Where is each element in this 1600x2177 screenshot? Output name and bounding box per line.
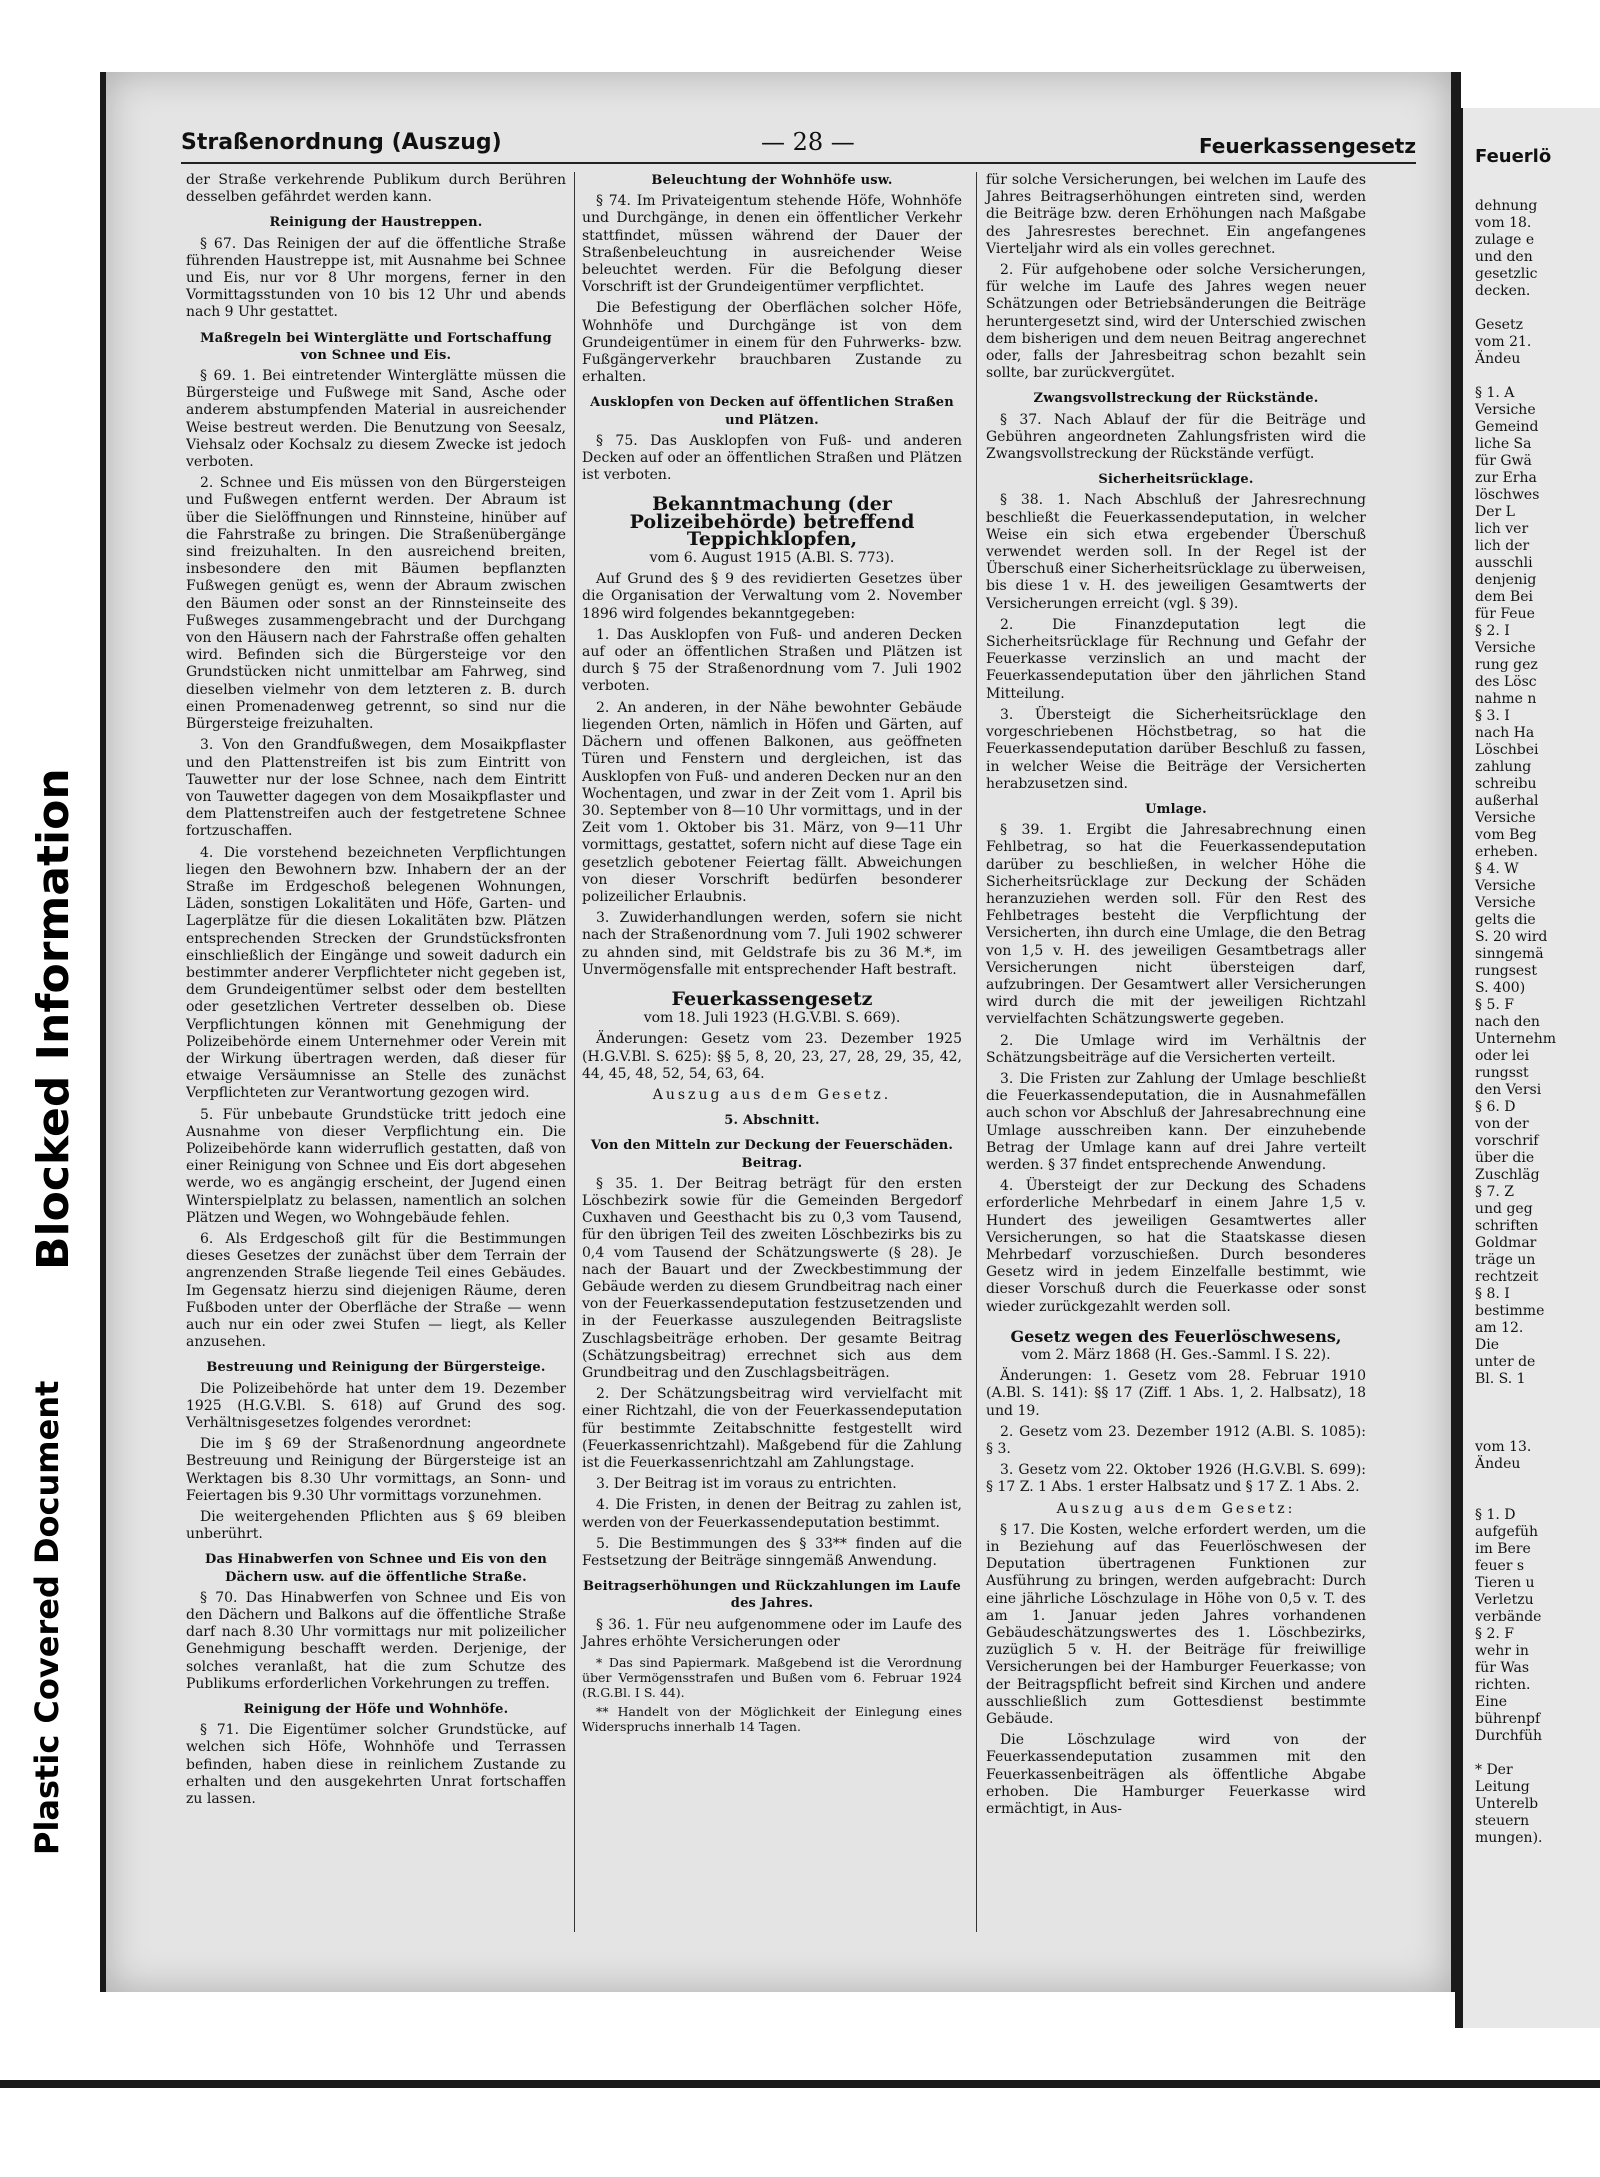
section-heading: Ausklopfen von Decken auf öffentlichen Straßen und Plätzen. [590,395,954,428]
paragraph: § 69. 1. Bei eintretender Winterglätte müssen die Bürgersteige und Fußwege mit Sand, Asche oder anderem abstumpfenden Material in ausreichender Weise bestreut werden. Die Benutzung von Seesalz, Viehsalz oder Kochsalz zu diesem Zwecke ist jedoch verboten. [186,368,566,471]
paragraph: § 37. Nach Ablauf der für die Beiträge und Gebühren angeordneten Zahlungsfristen wird die Zwangsvollstreckung der Rückstände verfügt. [986,411,1366,463]
amendments: 3. Gesetz vom 22. Oktober 1926 (H.G.V.Bl. S. 699): § 17 Z. 1 Abs. 1 erster Halbsatz und § 17 Z. 1 Abs. 2. [986,1462,1366,1496]
section-heading: Zwangsvollstreckung der Rückstände. [1033,391,1319,407]
paragraph: § 38. 1. Nach Abschluß der Jahresrechnung beschließt die Feuerkassendeputation, in welcher Weise ein sich etwa ergebender Überschuß verwendet werden soll. In der Regel ist der Überschuß einer Sicherheitsrücklage zu überweisen, bis diese 1 v. H. des jeweiligen Gesamtwerts der Versicherungen erreicht (vgl. § 39). [986,492,1366,612]
section-heading: Reinigung der Höfe und Wohnhöfe. [243,1702,509,1718]
section-heading: Umlage. [1145,801,1207,817]
paragraph: 5. Die Bestimmungen des § 33** finden auf die Festsetzung der Beiträge sinngemäß Anwendung. [582,1535,962,1570]
section-heading: 5. Abschnitt. [724,1113,820,1129]
paragraph: 3. Von den Grandfußwegen, dem Mosaikpflaster und den Plattenstreifen ist bis zum Eintritt von Tauwetter nur der lose Schnee, nach dem Eintritt von Tauwetter dagegen von dem Mosaikpflaster und dem Plattenstreifen auch der festgetretene Schnee fortzuschaffen. [186,737,566,840]
amendments: Änderungen: 1. Gesetz vom 28. Februar 1910 (A.Bl. S. 141): §§ 17 (Ziff. 1 Abs. 1, 2. Halbsatz), 18 und 19. [986,1368,1366,1419]
paragraph: Auf Grund des § 9 des revidierten Gesetzes über die Organisation der Verwaltung vom 2. November 1896 wird folgendes bekanntgegeben: [582,571,962,622]
section-heading: Beitragserhöhungen und Rückzahlungen im Laufe des Jahres. [582,1579,962,1612]
next-page-header: Feuerlö [1475,146,1552,167]
paragraph: § 39. 1. Ergibt die Jahresabrechnung einen Fehlbetrag, so hat die Feuerkassendeputation darüber zu beschließen, in welcher Höhe die Sicherheitsrücklage zur Deckung der Schäden heranzuziehen werden soll. Für den Rest des Fehlbetrages besteht die Verpflichtung der Versicherten, ihn durch eine Umlage, die den Betrag von 1,5 v. H. des jeweiligen Gesamtbetrags aller Versicherungen nicht übersteigen darf, aufzubringen. Der Gesamtwert aller Versicherungen wird durch die mit der jeweiligen Richtzahl vervielfachten Schätzungswerte gegeben. [986,822,1366,1028]
document-page [100,72,1461,1992]
paragraph: 2. Schnee und Eis müssen von den Bürgersteigen und Fußwegen entfernt werden. Der Abraum ist über die Sielöffnungen und Rinnsteine, hinüber auf die Fahrstraße zu bringen. Die Straßenübergänge sind freizuhalten. In den ausreichend breiten, insbesondere den mit Bäumen bepflanzten Fußwegen genügt es, wenn der Abraum zwischen den Bäumen oder sonst an der Rinnsteinseite des Fußweges zusammengebracht und der Durchgang von den Häusern nach der Fahrstraße offen gehalten wird. Befinden sich die Bürgersteige vor den Grundstücken nicht unmittelbar am Fahrweg, sind dieselben vielmehr von dem letzteren z. B. durch einen Promenadenweg getrennt, so sind nur die Bürgersteige freizuhalten. [186,475,566,733]
excerpt-note: Auszug aus dem Gesetz. [652,1086,892,1103]
document-date: vom 2. März 1868 (H. Ges.-Samml. I S. 22). [1021,1347,1331,1363]
paragraph: § 67. Das Reinigen der auf die öffentliche Straße führenden Haustreppe ist, mit Ausnahme bei Schnee und Eis, nur vor 8 Uhr morgens, ferner in den Vormittagsstunden von 10 bis 12 Uhr und abends nach 9 Uhr gestattet. [186,235,566,321]
paragraph: § 71. Die Eigentümer solcher Grundstücke, auf welchen sich Höfe, Wohnhöfe und Terrassen befinden, haben diese in reinlichem Zustande zu erhalten und den ausgekehrten Unrat fortschaffen zu lassen. [186,1722,566,1808]
footnote: ** Handelt von der Möglichkeit der Einlegung eines Widerspruchs innerhalb 14 Tagen. [582,1704,962,1735]
section-heading: Reinigung der Haustreppen. [269,215,483,231]
section-heading: Maßregeln bei Winterglätte und Fortschaffung von Schnee und Eis. [200,330,552,363]
footnote: * Das sind Papiermark. Maßgebend ist die Verordnung über Vermögensstrafen und Bußen vom 6. Februar 1924 (R.G.Bl. I S. 44). [582,1655,962,1701]
paragraph: 2. Die Umlage wird im Verhältnis der Schätzungsbeiträge auf die Versicherten verteilt. [986,1032,1366,1066]
paragraph: § 74. Im Privateigentum stehende Höfe, Wohnhöfe und Durchgänge, in denen ein öffentlicher Verkehr stattfindet, müssen während der Dauer der Straßenbeleuchtung in ausreichender Weise beleuchtet werden. Für die Befolgung dieser Vorschrift ist der Grundeigentümer verpflichtet. [582,193,962,296]
paragraph: 4. Übersteigt der zur Deckung des Schadens erforderliche Mehrbedarf in einem Jahre 1,5 v. Hundert des jeweiligen Gesamtwertes aller Versicherungen, so hat die Staatskasse diesen Mehrbedarf vorzuschießen. Durch besonderes Gesetz wird in jedem Einzelfalle bestimmt, wie dieser Vorschuß durch die Feuerkasse oder sonst wieder zurückgezahlt werden soll. [986,1178,1366,1315]
paragraph: 6. Als Erdgeschoß gilt für die Bestimmungen dieses Gesetzes der zunächst über dem Terrain der angrenzenden Straße liegende Teil eines Gebäudes. Im Gegensatz hierzu sind diejenigen Räume, deren Fußboden unter der Oberfläche der Straße — wenn auch nur ein oder zwei Stufen — liegt, als Keller anzusehen. [186,1230,566,1351]
paragraph: Die Löschzulage wird von der Feuerkassendeputation zusammen mit den Feuerkassenbeiträgen als öffentliche Abgabe erhoben. Die Hamburger Feuerkasse wird ermächtigt, in Aus- [986,1732,1366,1818]
column-divider [574,172,575,1932]
paragraph: § 70. Das Hinabwerfen von Schnee und Eis von den Dächern und Balkons auf die öffentliche Straße darf nach 8.30 Uhr vormittags nur mit polizeilicher Genehmigung beschafft werden. Derjenige, der solches veranlaßt, hat die zum Schutze des Publikums erforderlichen Vorkehrungen zu treffen. [186,1589,566,1692]
paragraph: § 36. 1. Für neu aufgenommene oder im Laufe des Jahres erhöhte Versicherungen oder [582,1616,962,1650]
paragraph: § 35. 1. Der Beitrag beträgt für den ersten Löschbezirk sowie für die Gemeinden Bergedorf Cuxhaven und Geesthacht bis zu 0,3 vom Tausend, für den übrigen Teil des zweiten Löschbezirks bis zu 0,4 vom Tausend der Schätzungswerte (§ 28). Je nach der Bauart und der Zweckbestimmung der Gebäude werden zu diesem Grundbeitrag nach einer von der Feuerkassendeputation festzusetzenden und in der Feuerkasse auszulegenden Beitragsliste Zuschlagsbeiträge erhoben. Der gesamte Beitrag (Schätzungsbeitrag) errechnet sich aus dem Grundbeitrag und den Zuschlagsbeiträgen. [582,1175,962,1381]
paragraph: 2. Für aufgehobene oder solche Versicherungen, für welche im Laufe des Jahres wegen neuer Schätzungen oder Betriebsänderungen die Beiträge heruntergesetzt sind, wird der Unterschied zwischen dem bisherigen und dem neuen Beitrag angerechnet oder, falls der Jahresbeitrag schon bezahlt sein sollte, bar zurückvergütet. [986,262,1366,382]
section-heading: Bestreuung und Reinigung der Bürgersteige. [206,1360,546,1376]
column-1 [186,172,566,1812]
plastic-covered-label: Plastic Covered Document [28,1380,66,1855]
next-page-text: dehnung vom 18. zulage e und den gesetzlic decken. Gesetz vom 21. Ändeu § 1. A Versiche Gemeind liche Sa für Gwä zur Erha löschwes Der L lich ver lich der ausschli denjenig dem Bei für Feue § 2. I Versiche rung gez des Lösc nahme n § 3. I nach Ha Löschbei zahlung schreibu außerhal Versiche vom Beg erheben. § 4. W Versiche Versiche gelts die S. 20 wird sinngemä rungsest S. 400) § 5. F nach den Unternehm oder lei rungsst den Versi § 6. D von der vorschrif über die Zuschläg § 7. Z und geg schriften Goldmar träge un rechtzeit § 8. I bestimme am 12. Die unter de Bl. S. 1 vom 13. Ändeu § 1. D aufgefüh im Bere feuer s Tieren u Verletzu verbände § 2. F wehr in für Was richten. Eine bührenpf Durchfüh * Der Leitung Unterelb steuern mungen). [1475,198,1557,1846]
paragraph: 2. Der Schätzungsbeitrag wird vervielfacht mit einer Richtzahl, die von der Feuerkassendeputation für bestimmte Zeitabschnitte festgestellt wird (Feuerkassenrichtzahl). Maßgebend für die Zahlung ist die Feuerkassenrichtzahl am Zahlungstage. [582,1386,962,1472]
scan-bottom-edge [0,2080,1600,2088]
column-2 [582,172,962,1738]
paragraph: 3. Der Beitrag ist im voraus zu entrichten. [596,1476,897,1493]
section-heading: Sicherheitsrücklage. [1098,472,1254,488]
paragraph: 3. Zuwiderhandlungen werden, sofern sie nicht nach der Straßenordnung vom 7. Juli 1902 schwerer zu ahnden sind, mit Geldstrafe bis zu 36 M.*, im Unvermögensfalle mit entsprechender Haft bestraft. [582,910,962,978]
paragraph: 2. An anderen, in der Nähe bewohnter Gebäude liegenden Orten, nämlich in Höfen und Gärten, auf Dächern und offenen Balkonen, aus geöffneten Türen und Fenstern und dergleichen, ist das Ausklopfen von Fuß- und anderen Decken nur an den Wochentagen, und zwar in der Zeit vom 1. April bis 30. September von 8—10 Uhr vormittags, und in der Zeit vom 1. Oktober bis 31. März, von 9—11 Uhr vormittags, gestattet, sofern nicht auf diese Tage ein gesetzlich gebotener Feiertag fällt. Abweichungen von dieser Vorschrift bedürfen besonderer polizeilicher Erlaubnis. [582,699,963,905]
column-divider [976,172,977,1932]
section-heading: Beleuchtung der Wohnhöfe usw. [651,173,893,188]
section-heading: Von den Mitteln zur Deckung der Feuerschäden. Beitrag. [590,1138,954,1171]
paragraph: 3. Die Fristen zur Zahlung der Umlage beschließt die Feuerkassendeputation, die in Ausnahmefällen auch schon vor Abschluß der Jahresabrechnung eine Umlage ausschreiben kann. Der einzuhebende Betrag der Umlage kann auf drei Jahre verteilt werden. § 37 findet entsprechende Anwendung. [986,1070,1366,1173]
header-right-title: Feuerkassengesetz [1198,134,1416,158]
header-left-title: Straßenordnung (Auszug) [181,130,502,155]
section-heading: Das Hinabwerfen von Schnee und Eis von den Dächern usw. auf die öffentliche Straße. [205,1552,547,1585]
paragraph: 1. Das Ausklopfen von Fuß- und anderen Decken auf oder an öffentlichen Straßen und Plätzen ist durch § 75 der Straßenordnung vom 7. Juli 1902 verboten. [582,626,962,695]
paragraph: 3. Übersteigt die Sicherheitsrücklage den vorgeschriebenen Höchstbetrag, so hat die Feuerkassendeputation darüber Beschluß zu fassen, in welcher Weise die Beiträge der Versicherten herabzusetzen sind. [986,706,1366,792]
document-date: vom 18. Juli 1923 (H.G.V.Bl. S. 669). [643,1010,901,1027]
paragraph: für solche Versicherungen, bei welchen im Laufe des Jahres Beitragserhöhungen eintreten sind, werden die Beiträge bzw. deren Erhöhungen nach Maßgabe des Jahresrestes berechnet. Ein angefangenes Vierteljahr wird als ein volles gerechnet. [986,172,1366,257]
paragraph: 4. Die Fristen, in denen der Beitrag zu zahlen ist, werden von der Feuerkassendeputation bestimmt. [582,1497,962,1531]
excerpt-note: Auszug aus dem Gesetz: [1056,1500,1296,1517]
amendments: 2. Gesetz vom 23. Dezember 1912 (A.Bl. S. 1085): § 3. [986,1423,1366,1458]
document-title: Feuerkassengesetz [671,987,873,1010]
amendments: Änderungen: Gesetz vom 23. Dezember 1925 (H.G.V.Bl. S. 625): §§ 5, 8, 20, 23, 27, 28, 29, 35, 42, 44, 45, 48, 52, 54, 63, 64. [582,1031,962,1082]
document-title: Gesetz wegen des Feuerlöschwesens, [1010,1326,1342,1346]
paragraph: § 17. Die Kosten, welche erfordert werden, um die in Beziehung auf das Feuerlöschwesen der Deputation übertragenen Funktionen zur Ausführung zu bringen, werden aufgebracht: Durch eine jährliche Löschzulage in Höhe von 0,5 v. T. des am 1. Januar jeden Jahres vorhandenen Gebäudeschätzungswertes des 1. Löschbezirks, zuzüglich 5 v. H. der Beiträge für freiwillige Versicherungen bei der Hamburger Feuerkasse; von der Beitragspflicht befreit sind Kirchen und andere ausschließlich zum Gottesdienst bestimmte Gebäude. [986,1521,1366,1728]
paragraph: 4. Die vorstehend bezeichneten Verpflichtungen liegen den Bewohnern bzw. Inhabern der an der Straße im Erdgeschoß belegenen Wohnungen, Läden, sonstigen Lokalitäten und Höfe, Garten- und Lagerplätze für die diesen Lokalitäten bzw. Plätzen entsprechenden Strecken der Grundstücksfronten einschließlich der Eingänge und soweit dadurch ein bestimmter anderer Verpflichteter nicht gegeben ist, dem Grundeigentümer selbst oder dem bestellten oder gesetzlichen Vertreter desselben ob. Diese Verpflichtungen können mit Genehmigung der Polizeibehörde einem Unternehmer oder Verein mit der Wirkung übertragen werden, daß dieser für etwaige Versäumnisse an Stelle des zunächst Verpflichteten zur Verantwortung gezogen wird. [186,844,566,1102]
document-title: Bekanntmachung (der Polizeibehörde) betreffend Teppichklopfen, [629,493,915,550]
paragraph: Die weitergehenden Pflichten aus § 69 bleiben unberührt. [186,1509,566,1543]
next-page-edge [1455,108,1600,2028]
paragraph: der Straße verkehrende Publikum durch Berühren desselben gefährdet werden kann. [186,172,566,206]
paragraph: Die im § 69 der Straßenordnung angeordnete Bestreuung und Reinigung der Bürgersteige ist an Werktagen bis 8.30 Uhr vormittags, an Sonn- und Feiertagen bis 9.30 Uhr vormittags vorzunehmen. [186,1436,566,1504]
column-3 [986,172,1366,1822]
blocked-information-label: Blocked Information [28,768,79,1270]
document-date: vom 6. August 1915 (A.Bl. S. 773). [649,550,895,567]
page-number: — 28 — [761,128,855,156]
side-label-strip [28,40,88,1855]
paragraph: 5. Für unbebaute Grundstücke tritt jedoch eine Ausnahme von dieser Verpflichtung ein. Die Polizeibehörde kann widerruflich gestatten, daß von einer Reinigung von Schnee und Eis dort abgesehen werde, wo es angängig erscheint, der Jugend einen Winterspielplatz zu belassen, namentlich an solchen Plätzen und Wegen, wo Wohngebäude fehlen. [186,1106,566,1226]
page-header [181,122,1416,164]
paragraph: 2. Die Finanzdeputation legt die Sicherheitsrücklage für Rechnung und Gefahr der Feuerkasse verzinslich an und macht der Feuerkassendeputation über den jährlichen Stand Mitteilung. [986,616,1366,702]
paragraph: Die Polizeibehörde hat unter dem 19. Dezember 1925 (H.G.V.Bl. S. 618) auf Grund des sog. Verhältnisgesetzes folgendes verordnet: [186,1380,566,1432]
paragraph: § 75. Das Ausklopfen von Fuß- und anderen Decken auf oder an öffentlichen Straßen und Plätzen ist verboten. [582,432,962,484]
paragraph: Die Befestigung der Oberflächen solcher Höfe, Wohnhöfe und Durchgänge ist von dem Grundeigentümer in einem für den Fuhrwerks- bzw. Fußgängerverkehr brauchbaren Zustande zu erhalten. [582,300,962,386]
